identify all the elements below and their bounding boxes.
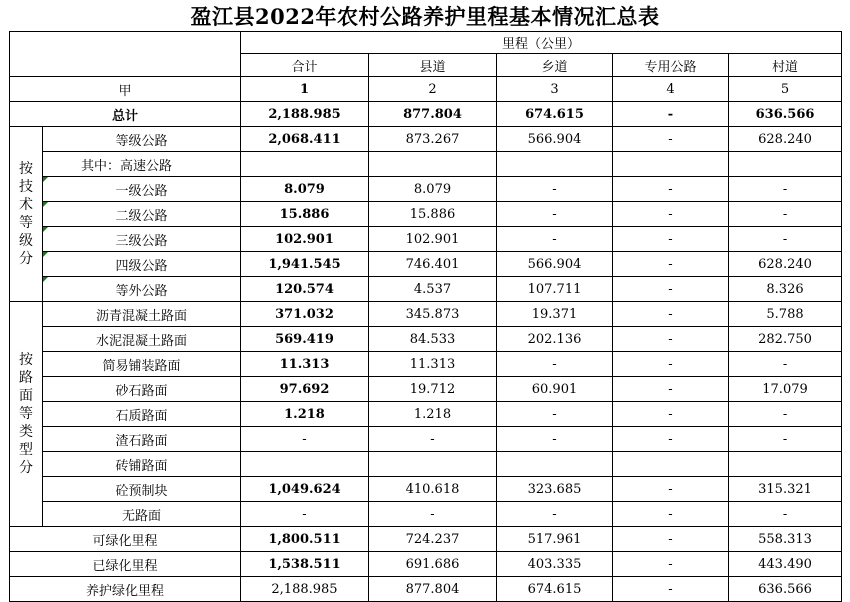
cell-total: 1,049.624 xyxy=(241,477,369,502)
row-label: 沥青混凝土路面 xyxy=(43,302,241,327)
col-header-county: 县道 xyxy=(369,54,497,77)
cell-total xyxy=(241,452,369,477)
table-row xyxy=(10,377,842,402)
cell-special: - xyxy=(613,227,729,252)
col-header-special: 专用公路 xyxy=(613,54,729,77)
cell-village: 558.313 xyxy=(729,527,842,552)
cell-village: - xyxy=(729,402,842,427)
cell-village: - xyxy=(729,227,842,252)
cell-total: 371.032 xyxy=(241,302,369,327)
cell-village: - xyxy=(729,352,842,377)
cell-special: - xyxy=(613,202,729,227)
row-label: 三级公路 xyxy=(43,227,241,252)
cell-county: - xyxy=(369,502,497,527)
row-label: 二级公路 xyxy=(43,202,241,227)
cell-village: - xyxy=(729,177,842,202)
cell-county xyxy=(369,452,497,477)
cell-village: 315.321 xyxy=(729,477,842,502)
table-row xyxy=(10,502,842,527)
cell-township: 566.904 xyxy=(497,127,613,152)
cell-township: - xyxy=(497,227,613,252)
cell-total: 2,188.985 xyxy=(241,102,369,127)
cell-total: 1.218 xyxy=(241,402,369,427)
row-label: 等外公路 xyxy=(43,277,241,302)
cell-township: 674.615 xyxy=(497,577,613,602)
row-label: 渣石路面 xyxy=(43,427,241,452)
cell-township xyxy=(497,152,613,177)
cell-special: - xyxy=(613,327,729,352)
col-header-township: 乡道 xyxy=(497,54,613,77)
table-row xyxy=(10,452,842,477)
cell-county: 4.537 xyxy=(369,277,497,302)
cell-total: 120.574 xyxy=(241,277,369,302)
row-label: 无路面 xyxy=(43,502,241,527)
cell-township: 674.615 xyxy=(497,102,613,127)
cell-special: - xyxy=(613,102,729,127)
cell-special: - xyxy=(613,427,729,452)
cell-village: 636.566 xyxy=(729,577,842,602)
cell-village: 17.079 xyxy=(729,377,842,402)
cell-township: - xyxy=(497,177,613,202)
cell-village: 282.750 xyxy=(729,327,842,352)
mileage-table xyxy=(9,31,842,602)
table-row xyxy=(10,277,842,302)
cell-township: 60.901 xyxy=(497,377,613,402)
cell-special: - xyxy=(613,177,729,202)
header-group-label: 里程（公里） xyxy=(241,32,842,54)
cell-township: 107.711 xyxy=(497,277,613,302)
index-number: 2 xyxy=(369,77,497,102)
cell-county: 11.313 xyxy=(369,352,497,377)
table-row xyxy=(10,527,842,552)
cell-county xyxy=(369,152,497,177)
cell-total: 2,188.985 xyxy=(241,577,369,602)
cell-county: 1.218 xyxy=(369,402,497,427)
row-label: 可绿化里程 xyxy=(10,527,241,552)
table-row xyxy=(10,427,842,452)
cell-township: 403.335 xyxy=(497,552,613,577)
table-row xyxy=(10,577,842,602)
cell-total: 8.079 xyxy=(241,177,369,202)
table-row xyxy=(10,552,842,577)
table-row xyxy=(10,152,842,177)
cell-county: 873.267 xyxy=(369,127,497,152)
cell-special: - xyxy=(613,252,729,277)
row-label: 四级公路 xyxy=(43,252,241,277)
cell-township: - xyxy=(497,427,613,452)
cell-village: 628.240 xyxy=(729,127,842,152)
cell-village: 628.240 xyxy=(729,252,842,277)
cell-county: 19.712 xyxy=(369,377,497,402)
index-number: 5 xyxy=(729,77,842,102)
row-label: 总计 xyxy=(10,102,241,127)
table-row xyxy=(10,202,842,227)
cell-special: - xyxy=(613,502,729,527)
header-row-group xyxy=(10,32,842,54)
cell-total: 15.886 xyxy=(241,202,369,227)
cell-village xyxy=(729,152,842,177)
cell-county: 746.401 xyxy=(369,252,497,277)
cell-township: 566.904 xyxy=(497,252,613,277)
cell-county: 102.901 xyxy=(369,227,497,252)
cell-total: 1,941.545 xyxy=(241,252,369,277)
cell-special: - xyxy=(613,277,729,302)
cell-village: 8.326 xyxy=(729,277,842,302)
cell-township: - xyxy=(497,502,613,527)
comment-marker-icon xyxy=(43,177,48,182)
cell-county: - xyxy=(369,427,497,452)
cell-total xyxy=(241,152,369,177)
cell-special: - xyxy=(613,127,729,152)
cell-special: - xyxy=(613,527,729,552)
index-number: 1 xyxy=(241,77,369,102)
row-label: 简易铺装路面 xyxy=(43,352,241,377)
col-header-total: 合计 xyxy=(241,54,369,77)
table-row xyxy=(10,127,842,152)
cell-county: 410.618 xyxy=(369,477,497,502)
cell-village: 5.788 xyxy=(729,302,842,327)
table-row xyxy=(10,252,842,277)
header-row-index xyxy=(10,77,842,102)
cell-total: 11.313 xyxy=(241,352,369,377)
cell-village: - xyxy=(729,202,842,227)
cell-county: 877.804 xyxy=(369,577,497,602)
cell-total: - xyxy=(241,427,369,452)
row-label: 一级公路 xyxy=(43,177,241,202)
row-label: 等级公路 xyxy=(43,127,241,152)
cell-village: 443.490 xyxy=(729,552,842,577)
row-label: 其中：高速公路 xyxy=(43,152,241,177)
comment-marker-icon xyxy=(43,202,48,207)
cell-township: - xyxy=(497,402,613,427)
cell-special xyxy=(613,452,729,477)
table-row xyxy=(10,227,842,252)
cell-township: 19.371 xyxy=(497,302,613,327)
cell-county: 877.804 xyxy=(369,102,497,127)
cell-township: 517.961 xyxy=(497,527,613,552)
cell-special: - xyxy=(613,477,729,502)
cell-county: 345.873 xyxy=(369,302,497,327)
row-label: 砼预制块 xyxy=(43,477,241,502)
col-header-village: 村道 xyxy=(729,54,842,77)
cell-village xyxy=(729,452,842,477)
cell-township: - xyxy=(497,202,613,227)
side-label-grade: 按技术等级分 xyxy=(10,127,43,302)
row-label: 已绿化里程 xyxy=(10,552,241,577)
cell-special: - xyxy=(613,352,729,377)
cell-total: 102.901 xyxy=(241,227,369,252)
row-label: 砂石路面 xyxy=(43,377,241,402)
cell-township: 323.685 xyxy=(497,477,613,502)
comment-marker-icon xyxy=(43,227,48,232)
cell-township xyxy=(497,452,613,477)
cell-total: 1,538.511 xyxy=(241,552,369,577)
table-row xyxy=(10,477,842,502)
row-label: 石质路面 xyxy=(43,402,241,427)
table-row xyxy=(10,352,842,377)
cell-township: 202.136 xyxy=(497,327,613,352)
cell-special: - xyxy=(613,402,729,427)
comment-marker-icon xyxy=(43,252,48,257)
cell-county: 84.533 xyxy=(369,327,497,352)
side-label-surface: 按路面等类型分 xyxy=(10,302,43,527)
cell-special xyxy=(613,152,729,177)
row-label: 水泥混凝土路面 xyxy=(43,327,241,352)
page-title: 盈江县2022年农村公路养护里程基本情况汇总表 xyxy=(190,4,660,29)
index-number: 3 xyxy=(497,77,613,102)
table-row xyxy=(10,402,842,427)
header-corner xyxy=(10,32,241,77)
cell-total: 569.419 xyxy=(241,327,369,352)
index-label: 甲 xyxy=(10,77,241,102)
cell-county: 691.686 xyxy=(369,552,497,577)
cell-village: - xyxy=(729,427,842,452)
total-row xyxy=(10,102,842,127)
cell-county: 8.079 xyxy=(369,177,497,202)
cell-village: - xyxy=(729,502,842,527)
table-row xyxy=(10,302,842,327)
table-row xyxy=(10,177,842,202)
cell-village: 636.566 xyxy=(729,102,842,127)
row-label: 养护绿化里程 xyxy=(10,577,241,602)
row-label: 砖铺路面 xyxy=(43,452,241,477)
cell-special: - xyxy=(613,577,729,602)
cell-special: - xyxy=(613,377,729,402)
cell-total: 97.692 xyxy=(241,377,369,402)
cell-total: - xyxy=(241,502,369,527)
cell-total: 2,068.411 xyxy=(241,127,369,152)
cell-special: - xyxy=(613,302,729,327)
cell-county: 15.886 xyxy=(369,202,497,227)
index-number: 4 xyxy=(613,77,729,102)
table-row xyxy=(10,327,842,352)
cell-special: - xyxy=(613,552,729,577)
cell-county: 724.237 xyxy=(369,527,497,552)
cell-township: - xyxy=(497,352,613,377)
cell-total: 1,800.511 xyxy=(241,527,369,552)
comment-marker-icon xyxy=(43,277,48,282)
